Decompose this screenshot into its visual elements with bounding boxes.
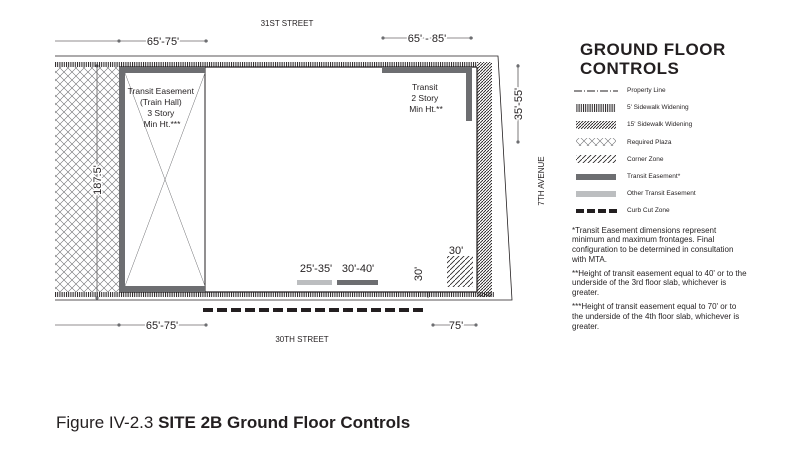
street-label-east: 7TH AVENUE <box>537 156 546 206</box>
legend-label: Property Line <box>627 87 666 95</box>
legend-items <box>572 82 792 220</box>
legend-title-line2: CONTROLS <box>580 59 680 78</box>
sidewalk-widening-south <box>55 292 494 297</box>
legend-label: 15' Sidewalk Widening <box>627 121 693 129</box>
street-label-south: 30TH STREET <box>275 335 329 344</box>
curb-cut-zone-swatch <box>572 206 620 216</box>
transit-easement-swatch <box>572 172 620 182</box>
legend-note-2: **Height of transit easement equal to 40' or to the underside of the 3rd floor slab, whichever is greater. <box>572 268 747 298</box>
legend-label: Transit Easement* <box>627 173 681 181</box>
easement-west-label: Transit Easement (Train Hall) 3 Story Min Ht.*** <box>127 86 194 129</box>
corner-zone-swatch <box>572 154 620 164</box>
legend-item-curb-cut-zone <box>572 202 792 219</box>
legend-item-corner-zone <box>572 151 792 168</box>
required-plaza <box>55 67 119 292</box>
dimension-corner-width: 30' <box>448 245 464 257</box>
property-line-swatch <box>572 86 620 96</box>
corner-zone <box>447 256 473 287</box>
curb-cut-zone <box>203 308 423 312</box>
caption-prefix: Figure IV-2.3 <box>56 413 159 432</box>
legend-note-3: ***Height of transit easement equal to 70' or to the underside of the 4th floor slab, whichever is greater. <box>572 302 740 331</box>
caption-title: SITE 2B Ground Floor Controls <box>158 413 411 432</box>
sidewalk-widening-east <box>477 62 492 297</box>
legend-label: Corner Zone <box>627 155 664 163</box>
legend-label: Other Transit Easement <box>627 190 696 198</box>
legend <box>572 40 792 331</box>
other-transit-easement-swatch <box>572 189 620 199</box>
legend-item-property-line <box>572 82 792 99</box>
figure-caption <box>56 413 410 433</box>
dimension-mid-b: 30'-40' <box>341 263 375 275</box>
dimension-south-left: 65'-75' <box>145 320 179 332</box>
legend-title-line1: GROUND FLOOR <box>580 40 726 59</box>
legend-item-required-plaza <box>572 134 792 151</box>
dimension-north-right: 65' - 85' <box>407 33 447 45</box>
legend-label: 5' Sidewalk Widening <box>627 104 689 112</box>
transit-easement-bar <box>337 280 378 285</box>
legend-item-other-transit-easement <box>572 185 792 202</box>
dimension-west: 187.5' <box>92 165 104 195</box>
legend-title <box>580 40 792 78</box>
legend-note-1: *Transit Easement dimensions represent minimum and maximum frontages. Final configuration to be determined in consultation with MTA. <box>572 225 734 264</box>
easement-east-label: Transit 2 Story Min Ht.** <box>409 82 443 114</box>
other-transit-easement-bar <box>297 280 332 285</box>
legend-item-sidewalk-15 <box>572 116 792 133</box>
legend-label: Curb Cut Zone <box>627 207 670 215</box>
sidewalk-15-swatch <box>572 120 620 130</box>
dimension-south-right: 75' <box>448 320 464 332</box>
dimension-north-left: 65'-75' <box>146 36 180 48</box>
legend-label: Required Plaza <box>627 138 672 146</box>
dimension-corner-height: 30' <box>413 266 425 282</box>
dimension-east: 35'-55' <box>513 87 525 121</box>
required-plaza-swatch <box>572 137 620 147</box>
legend-item-sidewalk-5 <box>572 99 792 116</box>
sidewalk-5-swatch <box>572 103 620 113</box>
street-label-north: 31ST STREET <box>260 19 314 28</box>
sidewalk-widening-north <box>55 62 477 67</box>
dimension-mid-a: 25'-35' <box>299 263 333 275</box>
legend-item-transit-easement <box>572 168 792 185</box>
